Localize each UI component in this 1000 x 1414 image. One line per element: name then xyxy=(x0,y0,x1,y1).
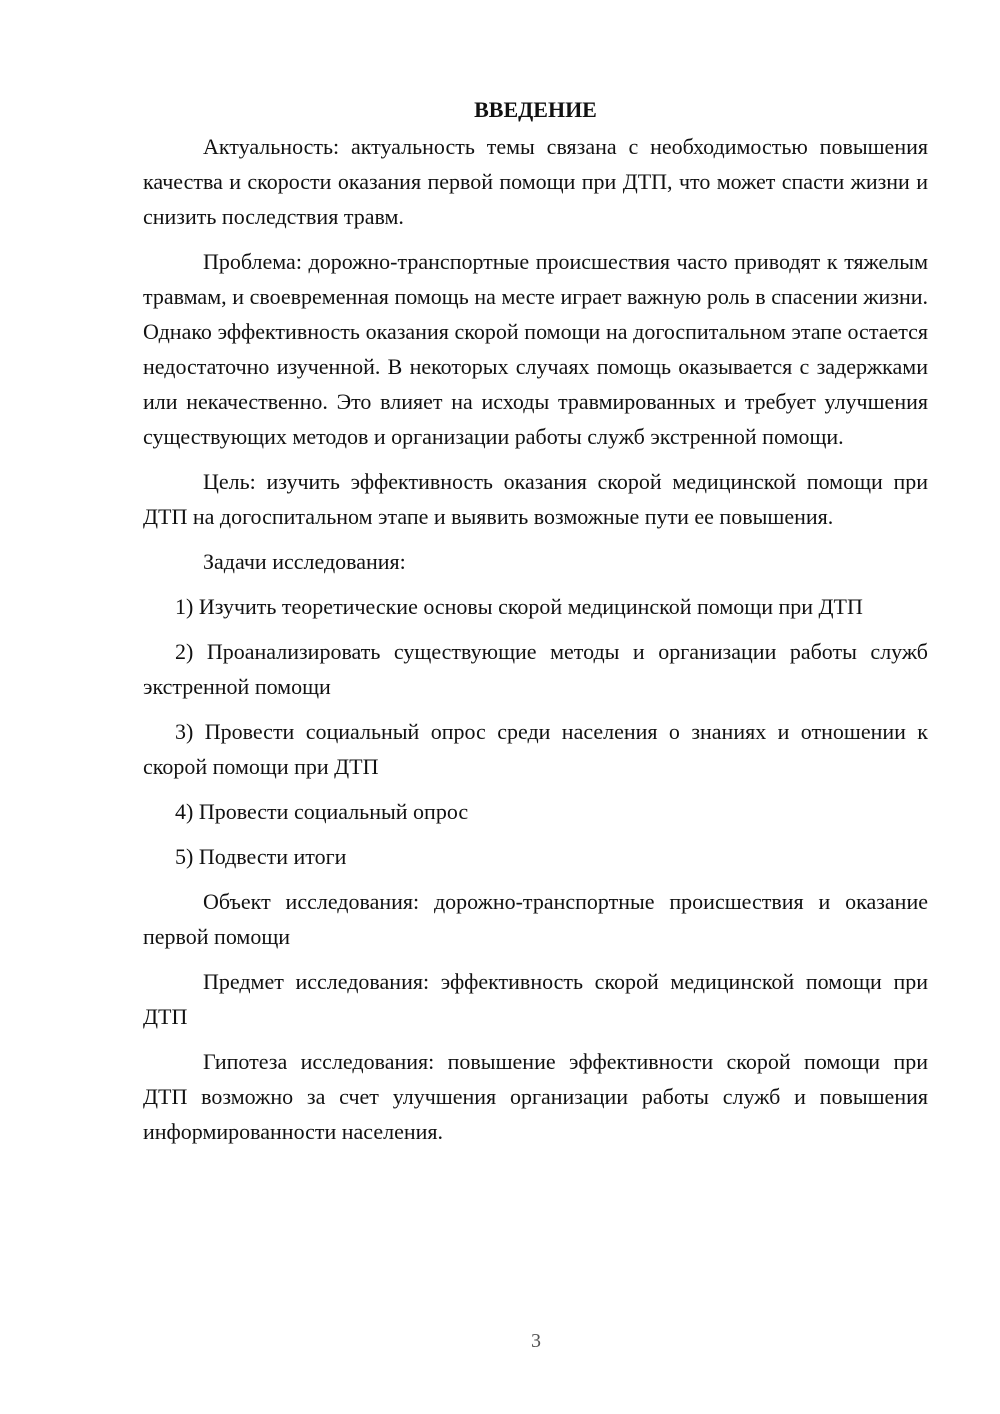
paragraph-relevance: Актуальность: актуальность темы связана с необходимостью повышения качества и скорости оказания первой помощи при ДТП, что может спасти жизни и снизить последствия травм. xyxy=(143,134,928,229)
list-item: 1) Изучить теоретические основы скорой медицинской помощи при ДТП xyxy=(175,594,863,619)
paragraph-tasks-heading: Задачи исследования: xyxy=(203,549,406,574)
list-item: 3) Провести социальный опрос среди населения о знаниях и отношении к скорой помощи при ДТП xyxy=(143,719,928,779)
paragraph-goal: Цель: изучить эффективность оказания скорой медицинской помощи при ДТП на догоспитальном этапе и выявить возможные пути ее повышения. xyxy=(143,469,928,529)
list-item: 5) Подвести итоги xyxy=(175,844,347,869)
paragraph-problem: Проблема: дорожно-транспортные происшествия часто приводят к тяжелым травмам, и своевременная помощь на месте играет важную роль в спасении жизни. Однако эффективность оказания скорой помощи на догоспитальном этапе остается недостаточно изученной. В некоторых случаях помощь оказывается с задержками или некачественно. Это влияет на исходы травмированных и требует улучшения существующих методов и организации работы служб экстренной помощи. xyxy=(143,249,928,449)
page-number: 3 xyxy=(531,1330,541,1352)
document-page xyxy=(143,92,928,1159)
page-title: ВВЕДЕНИЕ xyxy=(474,97,597,122)
paragraph-subject: Предмет исследования: эффективность скорой медицинской помощи при ДТП xyxy=(143,969,928,1029)
list-item: 4) Провести социальный опрос xyxy=(175,799,469,824)
list-item: 2) Проанализировать существующие методы и организации работы служб экстренной помощи xyxy=(143,639,928,699)
paragraph-object: Объект исследования: дорожно-транспортные происшествия и оказание первой помощи xyxy=(143,889,928,949)
paragraph-hypothesis: Гипотеза исследования: повышение эффективности скорой помощи при ДТП возможно за счет улучшения организации работы служб и повышения информированности населения. xyxy=(143,1049,928,1144)
